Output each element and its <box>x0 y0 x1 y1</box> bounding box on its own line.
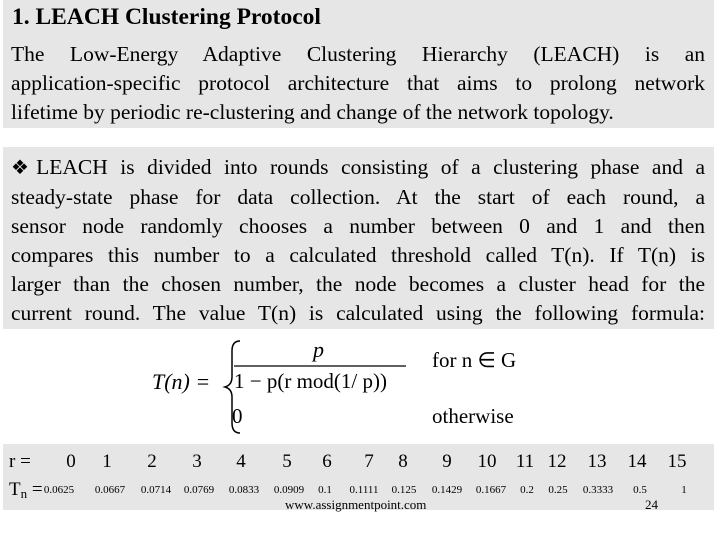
formula-denominator: 1 − p(r mod(1/ p)) <box>234 369 387 393</box>
t-label-text: T <box>9 479 21 500</box>
title-background <box>3 0 714 36</box>
t-label-subscript: n <box>20 486 28 501</box>
slide-title: 1. LEACH Clustering Protocol <box>12 4 321 30</box>
r-value-cell: 11 <box>515 451 535 472</box>
tn-value-cell: 0.3333 <box>582 484 614 496</box>
t-label-equals: = <box>31 479 43 500</box>
tn-value-cell: 0.0714 <box>140 484 172 496</box>
main-line: current round. The value T(n) is calculated using the following formula: <box>11 301 705 325</box>
tn-value-cell: 0.1 <box>318 484 332 496</box>
r-value-cell: 7 <box>364 451 374 472</box>
formula-case1-condition: for n ∈ G <box>432 348 517 372</box>
r-label: r = <box>9 451 31 472</box>
r-value-cell: 8 <box>398 451 408 472</box>
main-line-first <box>11 153 705 183</box>
r-value-cell: 4 <box>236 451 246 472</box>
r-value-cell: 12 <box>547 451 567 472</box>
r-value-cell: 13 <box>587 451 607 472</box>
r-value-cell: 5 <box>282 451 292 472</box>
intro-line: application-specific protocol architecture that aims to prolong network <box>11 71 705 95</box>
r-value-cell: 1 <box>102 451 112 472</box>
tn-value-cell: 0.2 <box>520 484 534 496</box>
tn-value-cell: 0.5 <box>633 484 647 496</box>
tn-value-cell: 0.0667 <box>94 484 126 496</box>
tn-value-cell: 0.0625 <box>43 484 75 496</box>
r-value-cell: 15 <box>667 451 687 472</box>
r-value-cell: 9 <box>442 451 452 472</box>
formula-case2-value: 0 <box>232 404 243 428</box>
tn-value-cell: 0.0769 <box>183 484 215 496</box>
tn-value-cell: 1 <box>681 484 687 496</box>
tn-value-cell: 0.125 <box>391 484 417 496</box>
website-footer: www.assignmentpoint.com <box>285 497 427 512</box>
intro-background <box>3 36 714 128</box>
r-value-cell: 0 <box>66 451 76 472</box>
formula-numerator: p <box>313 337 324 362</box>
threshold-formula <box>148 337 578 437</box>
tn-value-cell: 0.0909 <box>273 484 305 496</box>
page-number: 24 <box>645 497 658 512</box>
formula-case2-condition: otherwise <box>432 404 514 428</box>
tn-value-cell: 0.25 <box>548 484 568 496</box>
intro-line: The Low-Energy Adaptive Clustering Hierarchy (LEACH) is an <box>11 42 705 66</box>
intro-paragraph <box>11 40 705 127</box>
r-value-cell: 3 <box>192 451 202 472</box>
r-value-cell: 14 <box>627 451 647 472</box>
main-line: sensor node randomly chooses a number between 0 and 1 and then <box>11 214 705 238</box>
r-value-cell: 10 <box>477 451 497 472</box>
main-background <box>3 147 714 329</box>
main-paragraph <box>11 153 705 328</box>
diamond-bullet-icon: ❖ <box>11 157 37 179</box>
main-line: steady-state phase for data collection. At the start of each round, a <box>11 185 705 209</box>
r-value-cell: 6 <box>322 451 332 472</box>
tn-value-cell: 0.1111 <box>349 484 379 496</box>
tn-value-cell: 0.1429 <box>431 484 463 496</box>
r-value-cell: 2 <box>147 451 157 472</box>
main-line: LEACH is divided into rounds consisting of a clustering phase and a <box>36 155 705 179</box>
formula-lhs: T(n) = <box>152 369 211 394</box>
tn-value-cell: 0.1667 <box>475 484 507 496</box>
intro-line: lifetime by periodic re-clustering and change of the network topology. <box>11 100 614 124</box>
main-line: compares this number to a calculated threshold called T(n). If T(n) is <box>11 243 705 267</box>
main-line: larger than the chosen number, the node becomes a cluster head for the <box>11 272 705 296</box>
tn-value-cell: 0.0833 <box>228 484 260 496</box>
